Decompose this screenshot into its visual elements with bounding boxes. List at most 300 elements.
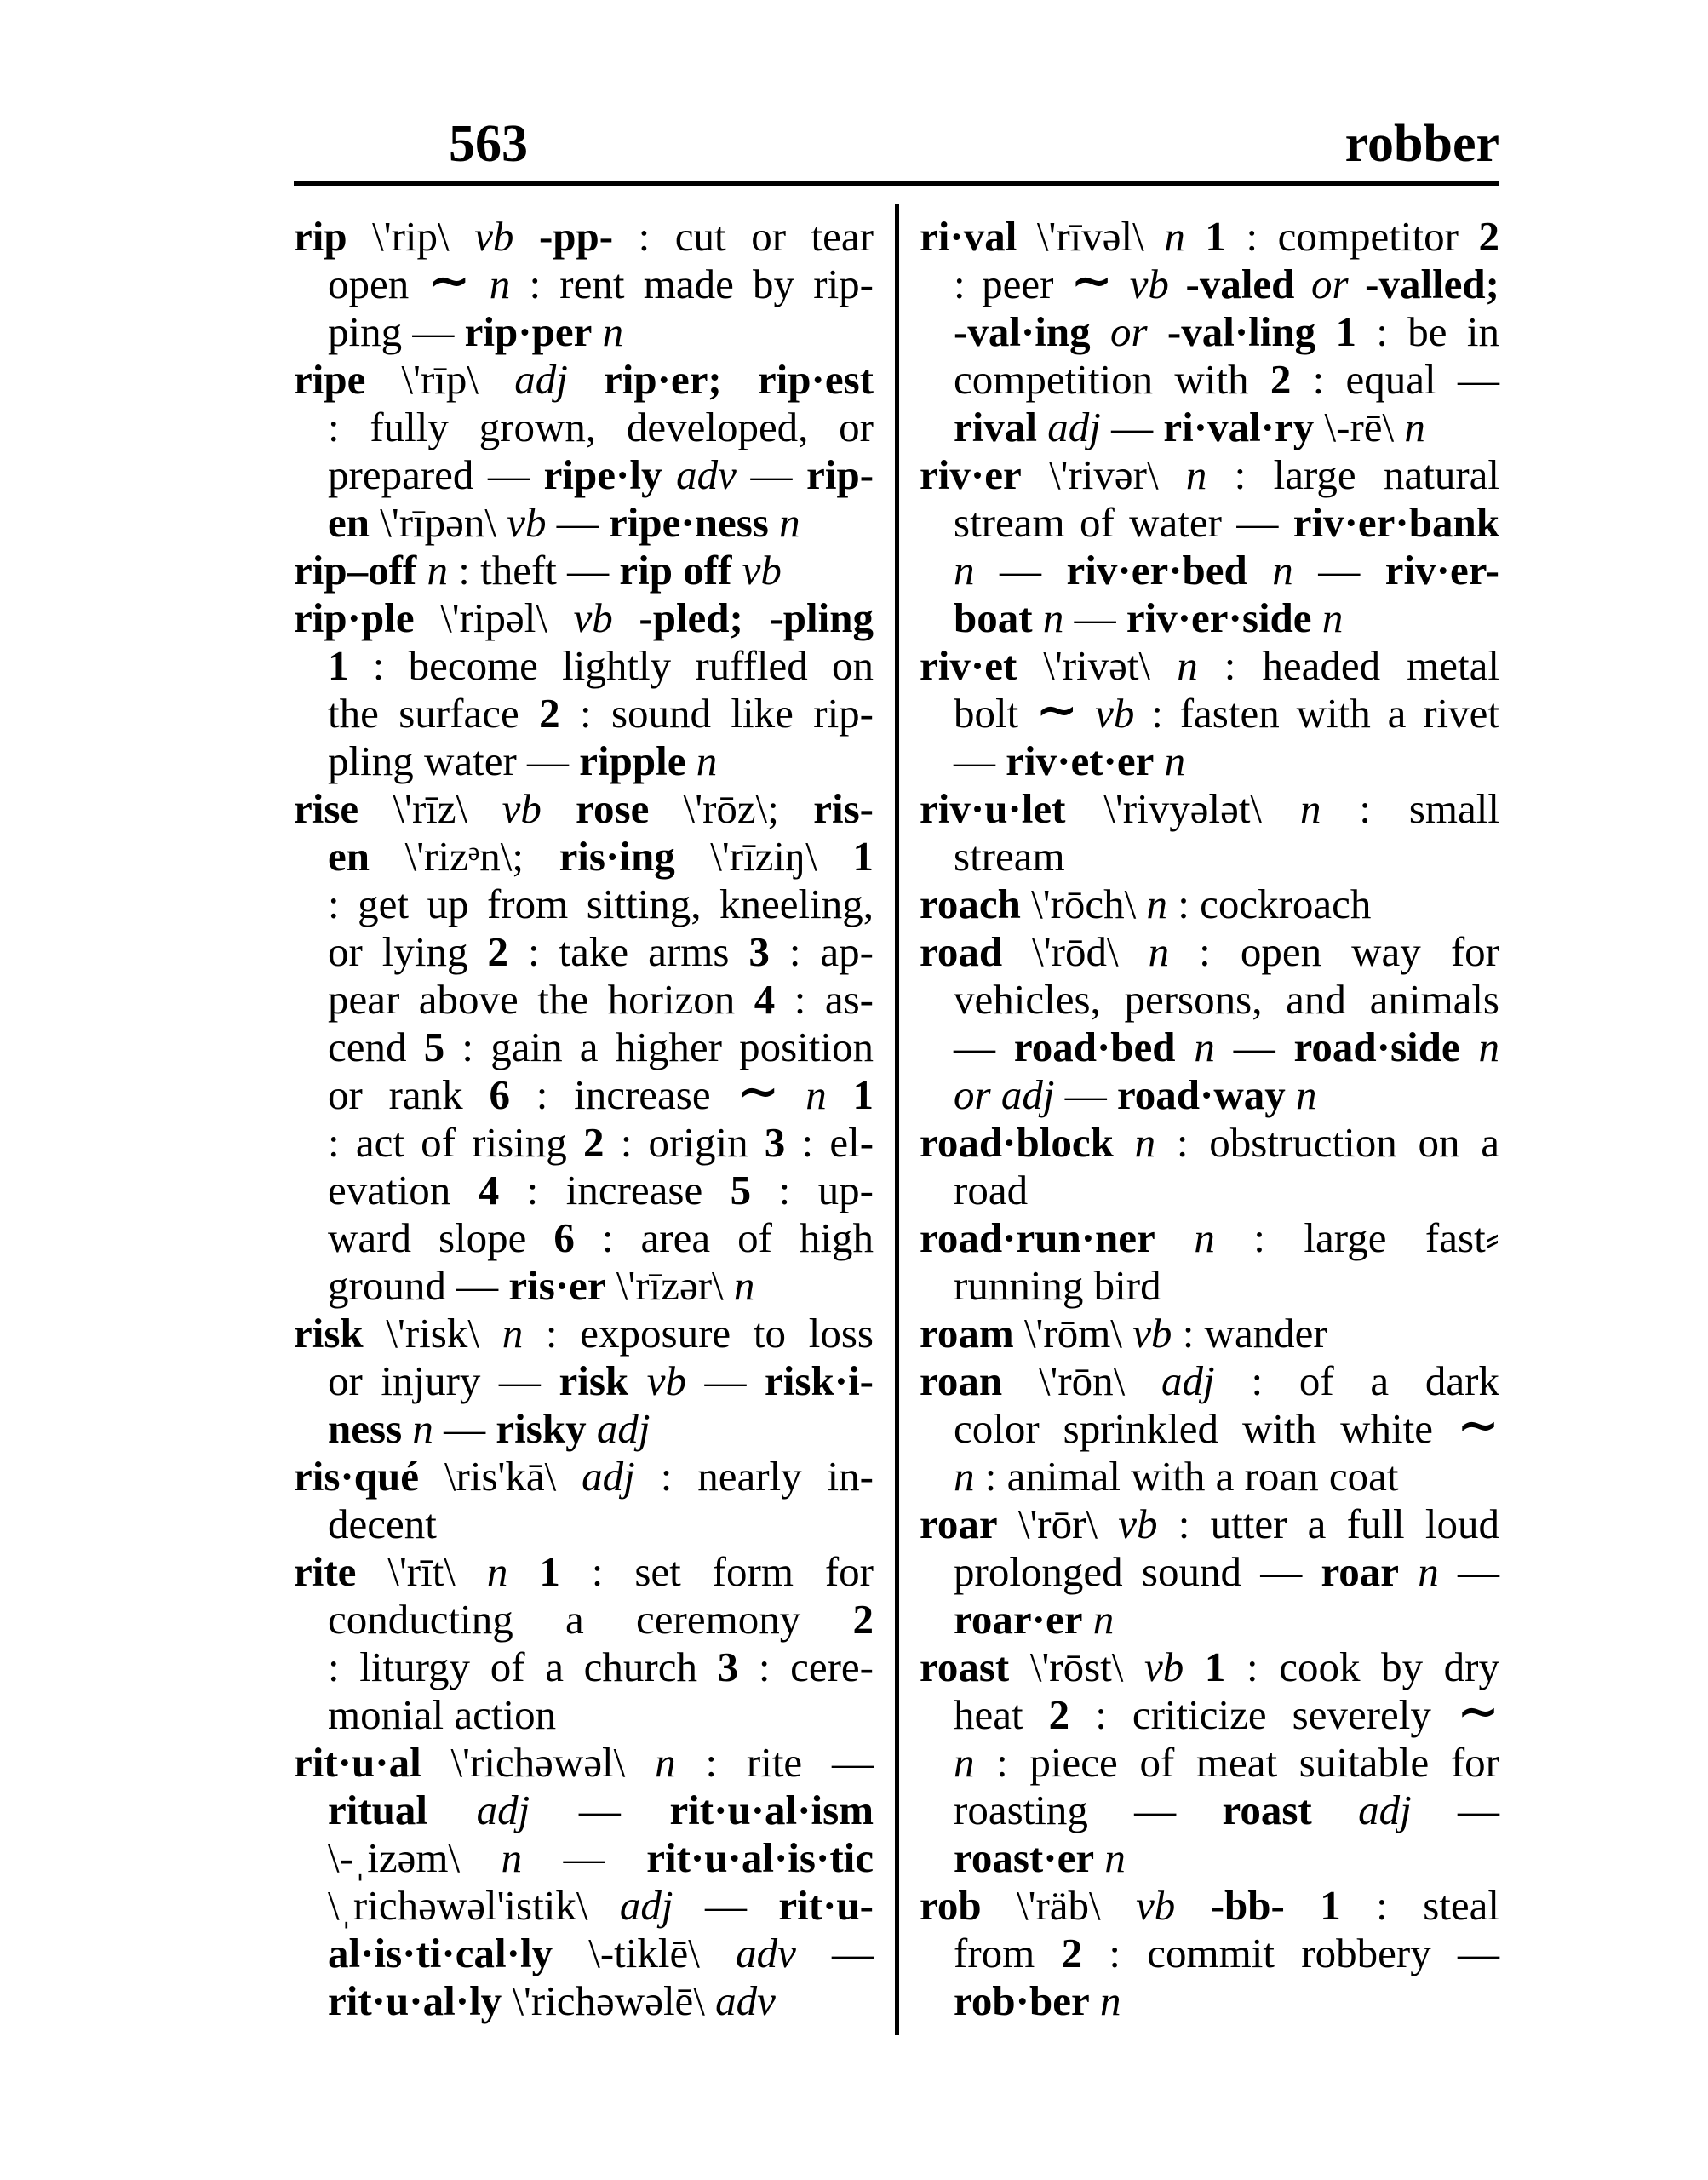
plain-text: : get up from sitting, kneeling, (328, 881, 874, 927)
bold-text: riv·er·bed (1066, 547, 1247, 594)
plain-text: : be in (1356, 308, 1500, 355)
bold-text: 1 (1205, 213, 1226, 260)
plain-text (1037, 404, 1047, 450)
plain-text: prepared — (328, 451, 544, 498)
plain-text: : cut or tear (613, 213, 874, 260)
column-divider (895, 204, 899, 2035)
bold-text: -val·ing (954, 308, 1091, 355)
plain-text: — (1292, 547, 1385, 594)
entry-line (294, 404, 874, 451)
italic-label: adj (1047, 404, 1101, 450)
italic-label: n (412, 1405, 433, 1452)
italic-label: vb (1129, 261, 1169, 307)
bold-text: rip·ple (294, 594, 415, 641)
entry-line (294, 1405, 874, 1453)
swung-dash: ∼ (737, 1064, 780, 1120)
italic-label: adj (582, 1453, 635, 1500)
entry-line (920, 1453, 1499, 1500)
plain-text: open (328, 261, 428, 307)
swung-dash: ∼ (1035, 682, 1079, 738)
plain-text (1114, 1119, 1135, 1166)
bold-text: risk·i- (765, 1357, 874, 1404)
plain-text: \'rīzər\ (605, 1262, 734, 1309)
plain-text (1312, 1787, 1358, 1833)
entry-line (920, 682, 1499, 738)
italic-label: n (1042, 594, 1064, 641)
italic-label: n (1194, 1024, 1215, 1070)
entry-line (920, 1262, 1499, 1310)
plain-text (779, 1071, 805, 1118)
plain-text (416, 547, 427, 594)
plain-text: n\; (479, 833, 559, 880)
plain-text: vehicles, persons, and animals (954, 976, 1499, 1023)
bold-text: rip- (806, 451, 874, 498)
plain-text: cend (328, 1024, 424, 1070)
superscript-schwa: ə (467, 836, 480, 866)
bold-text: 6 (553, 1214, 575, 1261)
bold-text: al·is·ti·cal·ly (328, 1930, 553, 1976)
entry-line (294, 1262, 874, 1310)
plain-text: or rank (328, 1071, 490, 1118)
italic-label: n (1104, 1834, 1126, 1881)
entry-line (920, 737, 1499, 785)
plain-text: \'rōz\; (649, 785, 814, 832)
plain-text: bolt (954, 690, 1036, 737)
plain-text: — (1411, 1787, 1499, 1833)
entry-line (294, 1214, 874, 1262)
bold-text: en (328, 499, 370, 546)
plain-text: — (1100, 404, 1164, 450)
plain-text: : competitor (1225, 213, 1479, 260)
entry-line (294, 785, 874, 833)
bold-text: 5 (423, 1024, 445, 1070)
bold-text: roast (920, 1644, 1010, 1690)
italic-label: n (1296, 1071, 1317, 1118)
bold-text: rise (294, 785, 359, 832)
italic-label: n (1134, 1119, 1156, 1166)
entry-roar (920, 1500, 1499, 1644)
bold-text: ri·val (920, 213, 1017, 260)
bold-text: 3 (717, 1644, 739, 1690)
plain-text (587, 1405, 597, 1452)
italic-label: n (1185, 451, 1207, 498)
entry-line (920, 253, 1500, 309)
entry-line (920, 1644, 1499, 1691)
plain-text: : obstruction on a (1155, 1119, 1499, 1166)
bold-text: road·way (1116, 1071, 1286, 1118)
plain-text (592, 308, 602, 355)
entry-line (294, 1548, 874, 1596)
plain-text: \'rīp\ (365, 356, 515, 403)
plain-text: — (685, 1357, 765, 1404)
entry-roast (920, 1644, 1499, 1882)
bold-text: road (920, 928, 1003, 975)
bold-text: rose (576, 785, 650, 832)
plain-text: : cockroach (1167, 881, 1372, 927)
plain-text: — (530, 1787, 670, 1833)
entry-line (920, 1548, 1499, 1596)
plain-text: : cook by dry (1225, 1644, 1499, 1690)
plain-text: : exposure to loss (523, 1310, 874, 1357)
plain-text (507, 1548, 539, 1595)
plain-text (1349, 261, 1366, 307)
entry-line (294, 308, 874, 356)
plain-text (1154, 737, 1164, 784)
plain-text: — (546, 499, 609, 546)
plain-text: — (433, 1405, 496, 1452)
bold-text: ripe·ness (609, 499, 769, 546)
entry-line (920, 1310, 1499, 1357)
italic-label: n (502, 1310, 524, 1357)
italic-label: adv (715, 1977, 776, 2024)
entry-line (294, 976, 874, 1024)
plain-text (1033, 594, 1043, 641)
bold-text: riv·er (920, 451, 1022, 498)
plain-text: : sound like rip- (559, 690, 874, 737)
plain-text: stream of water — (954, 499, 1293, 546)
plain-text: road (954, 1167, 1029, 1213)
plain-text: : become lightly ruffled on (348, 642, 874, 689)
italic-label: n (602, 308, 624, 355)
plain-text: — (1438, 1548, 1500, 1595)
plain-text (1285, 1882, 1320, 1929)
plain-text: ground — (328, 1262, 509, 1309)
italic-label: adj (619, 1882, 673, 1929)
entry-line (294, 642, 874, 690)
plain-text: \'rivər\ (1021, 451, 1186, 498)
plain-text: : equal — (1291, 356, 1499, 403)
swung-dash: ∼ (1456, 1397, 1499, 1454)
plain-text (1091, 308, 1110, 355)
italic-label: n (954, 1739, 975, 1786)
plain-text (686, 737, 696, 784)
plain-text: evation (328, 1167, 479, 1213)
entry-line (920, 1977, 1499, 2025)
bold-text: rit·u·al (294, 1739, 421, 1786)
entry-river (920, 451, 1499, 642)
entry-line (920, 1024, 1499, 1071)
bold-text: road·block (920, 1119, 1114, 1166)
entry-line (294, 1167, 874, 1214)
bold-text: 2 (487, 928, 508, 975)
entry-line (294, 1500, 874, 1548)
plain-text: : theft — (448, 547, 620, 594)
bold-text: riv·er·bank (1292, 499, 1499, 546)
plain-text: \'räb\ (981, 1882, 1137, 1929)
entry-line (294, 928, 874, 976)
entry-risque (294, 1453, 874, 1548)
plain-text: \'ripəl\ (414, 594, 574, 641)
entry-line (920, 881, 1499, 928)
entry-roach (920, 881, 1499, 928)
bold-text: 2 (583, 1119, 605, 1166)
plain-text: — (795, 1930, 874, 1976)
bold-text: ritual (328, 1787, 428, 1833)
entry-ritual (294, 1739, 874, 2025)
plain-text (1399, 1548, 1418, 1595)
plain-text: : criticize severely (1069, 1691, 1457, 1738)
plain-text (402, 1405, 412, 1452)
plain-text: the surface (328, 690, 540, 737)
italic-label: n (1146, 881, 1167, 927)
plain-text: : ap- (769, 928, 874, 975)
entry-line (294, 1453, 874, 1500)
plain-text: \ris'kā\ (419, 1453, 582, 1500)
bold-text: -pp- (538, 213, 614, 260)
bold-text: rip (294, 213, 347, 260)
plain-text: : gain a higher position (444, 1024, 874, 1070)
italic-label: vb (507, 499, 547, 546)
bold-text: road·side (1293, 1024, 1460, 1070)
bold-text: roast·er (954, 1834, 1095, 1881)
bold-text: roam (920, 1310, 1014, 1357)
entry-risk (294, 1310, 874, 1453)
italic-label: n (1177, 642, 1198, 689)
italic-label: or adj (954, 1071, 1055, 1118)
plain-text: : steal (1340, 1882, 1499, 1929)
bold-text: riv·u·let (920, 785, 1066, 832)
entry-line (294, 594, 874, 642)
bold-text: rip off (619, 547, 732, 594)
italic-label: vb (573, 594, 613, 641)
entry-line (294, 547, 874, 594)
guide-word: robber (1344, 115, 1499, 173)
swung-dash: ∼ (427, 253, 471, 309)
bold-text: 2 (539, 690, 560, 737)
bold-text: 2 (1048, 1691, 1070, 1738)
plain-text: \'rīz\ (358, 785, 502, 832)
bold-text: 4 (754, 976, 776, 1023)
italic-label: adj (596, 1405, 651, 1452)
bold-text: risky (496, 1405, 587, 1452)
plain-text: : large fast⸗ (1214, 1214, 1499, 1261)
italic-label: vb (502, 785, 542, 832)
swung-dash: ∼ (1070, 253, 1114, 309)
bold-text: roar (1321, 1548, 1400, 1595)
italic-label: vb (1136, 1882, 1176, 1929)
plain-text (628, 1357, 647, 1404)
bold-text: 2 (852, 1596, 874, 1643)
bold-text: rip·er; rip·est (603, 356, 874, 403)
plain-text: : nearly in- (634, 1453, 874, 1500)
plain-text (1176, 1024, 1195, 1070)
plain-text (1294, 261, 1311, 307)
italic-label: n (1272, 547, 1293, 594)
bold-text: 1 (852, 1071, 874, 1118)
plain-text: \'rīvəl\ (1017, 213, 1165, 260)
plain-text: : cere- (738, 1644, 874, 1690)
plain-text: \-tiklē\ (553, 1930, 737, 1976)
bold-text: riv·er·side (1126, 594, 1312, 641)
bold-text: 2 (1061, 1930, 1083, 1976)
italic-label: vb (1118, 1500, 1158, 1547)
plain-text: : wander (1172, 1310, 1327, 1357)
plain-text: : el- (785, 1119, 874, 1166)
plain-text: : headed metal (1197, 642, 1499, 689)
plain-text (1148, 308, 1167, 355)
plain-text: \'rīt\ (356, 1548, 487, 1595)
entry-roadrunner (920, 1214, 1499, 1310)
plain-text: : area of high (574, 1214, 874, 1261)
italic-label: n (1478, 1024, 1499, 1070)
italic-label: n (486, 1548, 508, 1595)
italic-label: adj (1358, 1787, 1412, 1833)
italic-label: adv (736, 1930, 796, 1976)
italic-label: n (805, 1071, 827, 1118)
entry-line (920, 308, 1499, 356)
entry-line (294, 881, 874, 928)
plain-text: — (522, 1834, 647, 1881)
entry-rite (294, 1548, 874, 1739)
plain-text: \'riz (370, 833, 468, 880)
entry-line (294, 737, 874, 785)
italic-label: n (954, 547, 975, 594)
plain-text: \'rivət\ (1017, 642, 1178, 689)
bold-text: ripe (294, 356, 366, 403)
plain-text (1078, 690, 1095, 737)
bold-text: 1 (539, 1548, 560, 1595)
plain-text (471, 261, 490, 307)
column-left (294, 213, 874, 2025)
bold-text: roar·er (954, 1596, 1083, 1643)
plain-text: : as- (775, 976, 874, 1023)
entry-line (920, 1739, 1499, 1787)
bold-text: 1 (1320, 1882, 1341, 1929)
entry-line (294, 1064, 874, 1120)
entry-line (920, 785, 1499, 833)
plain-text: : increase (509, 1071, 737, 1118)
plain-text (662, 451, 676, 498)
plain-text: : rite — (675, 1739, 874, 1786)
entry-line (920, 642, 1499, 690)
plain-text: \'risk\ (363, 1310, 502, 1357)
bold-text: rob·ber (954, 1977, 1090, 2024)
entry-line (294, 1024, 874, 1071)
entry-roan (920, 1357, 1499, 1500)
entry-roadblock (920, 1119, 1499, 1214)
bold-text: ness (328, 1405, 403, 1452)
entry-roam (920, 1310, 1499, 1357)
italic-label: n (1099, 1977, 1121, 2024)
entry-line (294, 253, 874, 309)
bold-text: 3 (764, 1119, 786, 1166)
plain-text: from (954, 1930, 1062, 1976)
plain-text (513, 213, 539, 260)
bold-text: -pled; -pling (639, 594, 874, 641)
plain-text (1155, 1214, 1195, 1261)
plain-text (1094, 1834, 1104, 1881)
entry-line (294, 1119, 874, 1167)
italic-label: adv (676, 451, 737, 498)
entry-line (294, 213, 874, 261)
bold-text: en (328, 833, 370, 880)
italic-label: n (1148, 928, 1170, 975)
entry-line (920, 1167, 1499, 1214)
plain-text: \-ˌizəm\ (328, 1834, 502, 1881)
plain-text: — (1214, 1024, 1294, 1070)
italic-label: vb (1132, 1310, 1172, 1357)
column-right (920, 213, 1499, 2025)
entry-line (920, 1119, 1499, 1167)
plain-text: : set form for (559, 1548, 874, 1595)
plain-text: : small (1321, 785, 1499, 832)
plain-text: \'rivyələt\ (1065, 785, 1300, 832)
bold-text: roar (920, 1500, 998, 1547)
plain-text: running bird (954, 1262, 1161, 1309)
plain-text: : act of rising (328, 1119, 583, 1166)
plain-text: roasting — (954, 1787, 1223, 1833)
italic-label: n (1404, 404, 1425, 450)
plain-text (1247, 547, 1273, 594)
italic-label: vb (1144, 1644, 1184, 1690)
plain-text: — (974, 547, 1067, 594)
bold-text: rip·per (464, 308, 593, 355)
italic-label: n (779, 499, 800, 546)
italic-label: n (954, 1453, 975, 1500)
entry-line (294, 1882, 874, 1930)
plain-text: : open way for (1169, 928, 1499, 975)
bold-text: rob (920, 1882, 982, 1929)
plain-text: : take arms (508, 928, 749, 975)
plain-text: : animal with a roan coat (974, 1453, 1399, 1500)
italic-label: n (655, 1739, 676, 1786)
entry-road (920, 928, 1499, 1119)
plain-text: : origin (604, 1119, 765, 1166)
plain-text: \'rōn\ (1002, 1357, 1162, 1404)
entry-rivulet (920, 785, 1499, 881)
bold-text: risk (559, 1357, 629, 1404)
plain-text: : rent made by rip- (510, 261, 874, 307)
plain-text: or lying (328, 928, 488, 975)
entry-line (920, 1834, 1499, 1882)
entry-line (920, 1357, 1499, 1405)
plain-text: — (736, 451, 807, 498)
bold-text: 4 (478, 1167, 500, 1213)
bold-text: ripe·ly (543, 451, 662, 498)
plain-text: prolonged sound — (954, 1548, 1321, 1595)
plain-text: conducting a ceremony (328, 1596, 853, 1643)
italic-label: n (1321, 594, 1344, 641)
entry-line (920, 928, 1499, 976)
bold-text: rite (294, 1548, 357, 1595)
plain-text (1169, 261, 1186, 307)
bold-text: rip–off (294, 547, 417, 594)
plain-text (769, 499, 779, 546)
entry-line (920, 1500, 1499, 1548)
bold-text: rit·u·al·is·tic (646, 1834, 874, 1881)
page-number: 563 (449, 115, 528, 173)
plain-text (1460, 1024, 1479, 1070)
plain-text: \'rip\ (347, 213, 475, 260)
italic-label: vb (474, 213, 514, 260)
bold-text: boat (954, 594, 1033, 641)
bold-text: -bb- (1210, 1882, 1285, 1929)
entry-line (294, 1977, 874, 2025)
entry-line (294, 833, 874, 881)
plain-text (1082, 1596, 1092, 1643)
entry-rival (920, 213, 1499, 451)
bold-text: 1 (1204, 1644, 1226, 1690)
plain-text: : large natural (1206, 451, 1499, 498)
plain-text: stream (954, 833, 1065, 880)
entry-line (294, 1596, 874, 1644)
entry-ripple (294, 594, 874, 785)
italic-label: adj (1161, 1357, 1215, 1404)
plain-text: : liturgy of a church (328, 1644, 718, 1690)
italic-label: n (1092, 1596, 1115, 1643)
bold-text: rit·u- (778, 1882, 874, 1929)
plain-text: \ˌrichəwəl'istik\ (328, 1882, 620, 1929)
